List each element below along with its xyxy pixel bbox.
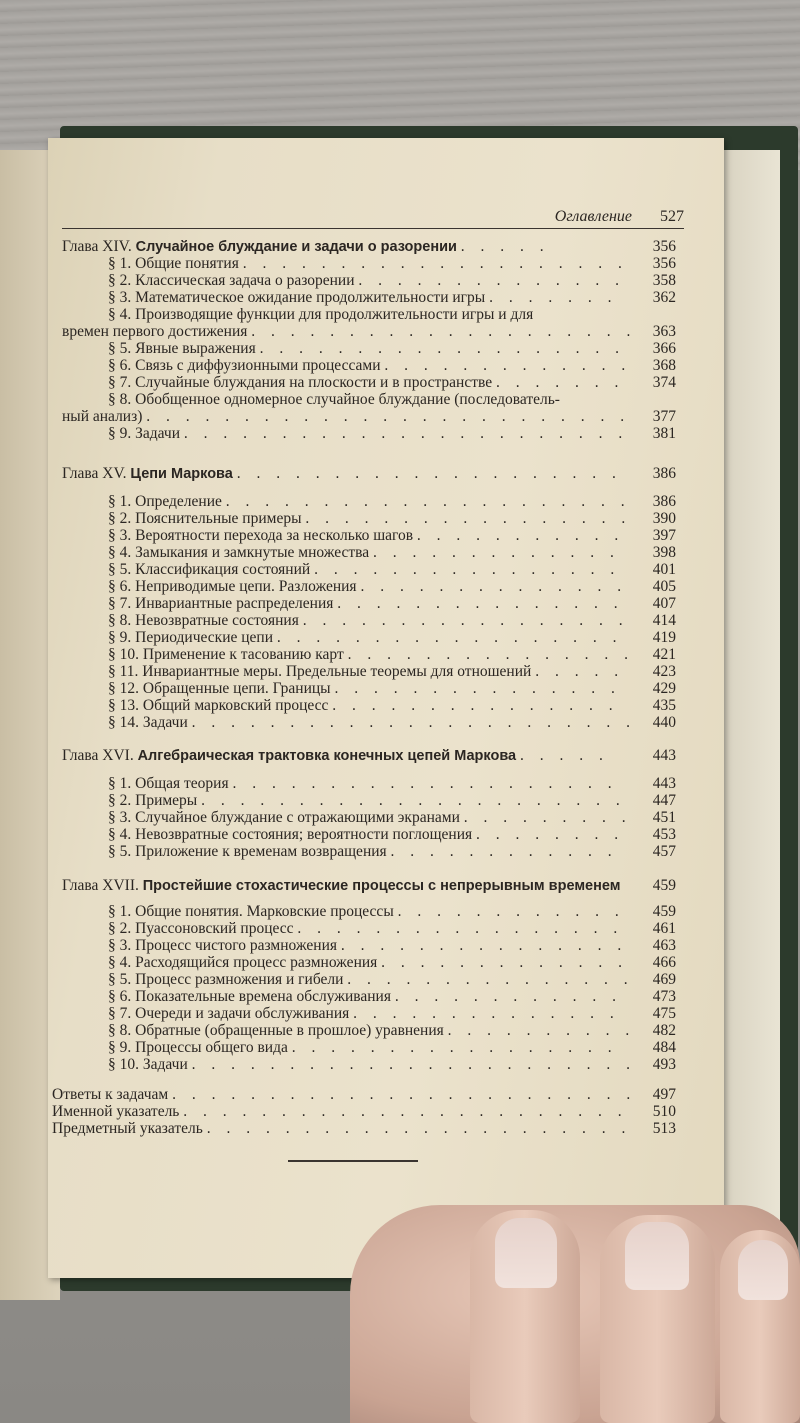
leader-dots: . . . . . . . . . . . . . . . . . . . . . . . . .: [146, 408, 631, 425]
toc-label-text: § 1. Общие понятия. Марковские процессы: [108, 903, 394, 920]
book-endpaper: [720, 150, 780, 1260]
toc-entry: [48, 1005, 724, 1023]
toc-entry-label: [108, 595, 624, 613]
toc-label-text: § 2. Пояснительные примеры: [108, 510, 302, 527]
toc-entry-label: [108, 1005, 620, 1023]
toc-page-number: 513: [652, 1120, 676, 1137]
toc-entry: [48, 826, 724, 844]
toc-label-text: § 8. Невозвратные состояния: [108, 612, 299, 629]
toc-entry-label: [62, 877, 620, 895]
toc-page-number: 366: [652, 340, 676, 357]
toc-entry-label: [108, 826, 624, 844]
leader-dots: . . . . . . . . . . . . . . . . .: [297, 920, 624, 937]
leader-dots: . . . . . . . . . . . . . . . . . . . . . .: [206, 1120, 632, 1137]
toc-entry-label: [62, 323, 636, 341]
toc-page-number: 466: [652, 954, 676, 971]
toc-entry: [48, 1086, 724, 1104]
toc-entry: [48, 578, 724, 596]
toc-chapter: [48, 465, 724, 483]
toc-entry-label: [108, 544, 620, 562]
toc-entry-label: [52, 1086, 636, 1104]
toc-page-number: 443: [652, 747, 676, 764]
toc-entry-label: [108, 937, 627, 955]
toc-entry-label: [108, 697, 619, 715]
leader-dots: . . . . . . . . . . . . . . . . . . . . . . . .: [172, 1086, 637, 1103]
toc-page-number: 356: [652, 238, 676, 255]
toc-label-text: § 6. Показательные времена обслуживания: [108, 988, 391, 1005]
toc-entry-label: [108, 340, 625, 358]
toc-page-number: 414: [652, 612, 676, 629]
toc-page-number: 390: [652, 510, 676, 527]
toc-entry: [48, 920, 724, 938]
leader-dots: . . . . . . . . . . . . . . . . . . . . .: [225, 493, 631, 510]
toc-label-text: § 2. Пуассоновский процесс: [108, 920, 294, 937]
toc-entry-label: [108, 357, 631, 375]
toc-entry: [48, 255, 724, 273]
toc-entry-label: [108, 843, 618, 861]
leader-dots: . . . . . . . . . . . . . .: [360, 578, 628, 595]
leader-dots: . . . . . . . . . . . . . . . . . . . . . . .: [183, 1103, 628, 1120]
leader-dots: . . . . . . . . . . . .: [390, 843, 618, 860]
toc-chapter: [48, 877, 724, 895]
leader-dots: . . . . . . . . . .: [447, 1022, 636, 1039]
toc-label-text: § 6. Неприводимые цепи. Разложения: [108, 578, 357, 595]
toc-entry-label: [52, 1120, 631, 1138]
toc-entry-label: [108, 1039, 618, 1057]
toc-label-text: § 10. Задачи: [108, 1056, 188, 1073]
toc-page-number: 398: [652, 544, 676, 561]
toc-entry: [48, 374, 724, 392]
toc-entry: [48, 527, 724, 545]
toc-label-text: § 2. Примеры: [108, 792, 198, 809]
toc-entry: [48, 1120, 724, 1138]
toc-page-number: 443: [652, 775, 676, 792]
toc-page-number: 482: [652, 1022, 676, 1039]
toc-entry: [48, 323, 724, 341]
leader-dots: . . . . . . . . . . . . . . . . .: [291, 1039, 618, 1056]
toc-entry: [48, 680, 724, 698]
toc-entry-label: [108, 425, 628, 443]
toc-entry: [48, 792, 724, 810]
toc-page-number: 386: [652, 493, 676, 510]
toc-page-number: 469: [652, 971, 676, 988]
toc-entry: [48, 697, 724, 715]
toc-entry-label: [108, 493, 631, 511]
toc-entry: [48, 544, 724, 562]
toc-page-number: 484: [652, 1039, 676, 1056]
header-page-number: 527: [660, 208, 684, 225]
toc-page-number: 461: [652, 920, 676, 937]
toc-entry: [48, 1103, 724, 1121]
toc-entry: [48, 809, 724, 827]
leader-dots: . . . . . . . . . . . .: [394, 988, 622, 1005]
leader-dots: . . . . . . . . . . . . . . . . . . . .: [236, 465, 622, 482]
leader-dots: . . . . . . . . . . . . .: [373, 544, 620, 561]
toc-label-text: § 13. Общий марковский процесс: [108, 697, 329, 714]
toc-page-number: 362: [652, 289, 676, 306]
toc-page-number: 386: [652, 465, 676, 482]
toc-label-text: § 5. Приложение к временам возвращения: [108, 843, 387, 860]
toc-label-text: § 1. Общие понятия: [108, 255, 239, 272]
toc-label-text: § 5. Процесс размножения и гибели: [108, 971, 344, 988]
leader-dots: . . . . . . . . . . . . .: [381, 954, 629, 971]
toc-entry: [48, 1039, 724, 1057]
fingernail: [625, 1222, 689, 1290]
toc-entry-label: [108, 809, 632, 827]
leader-dots: . . . . .: [519, 747, 609, 764]
book-page: [48, 138, 724, 1278]
toc-label-text: Именной указатель: [52, 1103, 180, 1120]
toc-page-number: 429: [652, 680, 676, 697]
toc-label-text: § 4. Расходящийся процесс размножения: [108, 954, 378, 971]
toc-label-text: времен первого достижения: [62, 323, 248, 340]
toc-entry: [48, 937, 724, 955]
chapter-title: Случайное блуждание и задачи о разорении: [135, 239, 457, 255]
toc-label-text: § 3. Случайное блуждание с отражающими экранами: [108, 809, 460, 826]
toc-entry-label: [108, 646, 634, 664]
leader-dots: . . . . . . . . . . . . . . . . .: [302, 612, 629, 629]
toc-entry: [48, 843, 724, 861]
toc-page-number: 374: [652, 374, 676, 391]
toc-entry: [48, 289, 724, 307]
toc-entry-label: [108, 971, 634, 989]
toc-label-text: § 4. Невозвратные состояния; вероятности поглощения: [108, 826, 473, 843]
toc-label-text: § 3. Процесс чистого размножения: [108, 937, 338, 954]
toc-entry-label: [108, 1056, 636, 1074]
toc-entry-label: [108, 255, 628, 273]
toc-entry-label: [108, 775, 618, 793]
leader-dots: . . . . . . . . . . . . . . . . . . . . . . .: [191, 1056, 637, 1073]
toc-entry: [48, 1022, 724, 1040]
fingernail: [738, 1240, 788, 1300]
toc-entry: [48, 561, 724, 579]
toc-entry-label: [108, 680, 621, 698]
toc-entry: [48, 391, 724, 409]
toc-entry-label: [62, 747, 609, 765]
toc-page-number: 475: [652, 1005, 676, 1022]
toc-entry: [48, 425, 724, 443]
toc-label-text: § 3. Математическое ожидание продолжительности игры: [108, 289, 486, 306]
toc-entry: [48, 493, 724, 511]
toc-page-number: 363: [652, 323, 676, 340]
toc-page-number: 423: [652, 663, 676, 680]
leader-dots: . . . . . . . . . . . . . . . . . . . .: [232, 775, 618, 792]
fingernail: [495, 1218, 557, 1288]
toc-page-number: 401: [652, 561, 676, 578]
leader-dots: . . . . . . . .: [476, 826, 625, 843]
leader-dots: . . . . . . . . . . .: [416, 527, 625, 544]
leader-dots: . . . . . . . . . . . . . . .: [347, 971, 634, 988]
table-of-contents: [48, 138, 724, 1278]
toc-page-number: 419: [652, 629, 676, 646]
toc-entry: [48, 408, 724, 426]
toc-entry-label: [108, 663, 624, 681]
toc-label-text: § 11. Инвариантные меры. Предельные теоремы для отношений: [108, 663, 532, 680]
toc-entry-label: [108, 510, 631, 528]
leader-dots: . . . . . . .: [489, 289, 618, 306]
toc-entry: [48, 629, 724, 647]
chapter-title: Цепи Маркова: [130, 466, 233, 482]
leader-dots: . . . . . . . . . . . . . . . . . .: [276, 629, 623, 646]
toc-label-text: § 8. Обобщенное одномерное случайное блуждание (последователь-: [108, 391, 560, 408]
toc-label-text: § 9. Процессы общего вида: [108, 1039, 288, 1056]
toc-label-text: § 1. Общая теория: [108, 775, 229, 792]
toc-label-text: Глава XIV.: [62, 238, 132, 255]
toc-label-text: § 4. Производящие функции для продолжительности игры и для: [108, 306, 534, 323]
toc-page-number: 435: [652, 697, 676, 714]
toc-label-text: § 5. Явные выражения: [108, 340, 256, 357]
toc-label-text: § 8. Обратные (обращенные в прошлое) уравнения: [108, 1022, 444, 1039]
leader-dots: . . . . . . . . . . . . . . . . . . . . . .: [201, 792, 626, 809]
leader-dots: . . . . . . . . . . . . . . .: [347, 646, 634, 663]
toc-entry-label: [108, 374, 624, 392]
toc-entry: [48, 663, 724, 681]
leader-dots: . . . . . . . . . . . . .: [384, 357, 632, 374]
toc-entry-label: [108, 714, 636, 732]
toc-page-number: 397: [652, 527, 676, 544]
chapter-title: Простейшие стохастические процессы с непрерывным временем: [142, 878, 621, 894]
toc-entry: [48, 272, 724, 290]
toc-page-number: 463: [652, 937, 676, 954]
toc-entry-label: [108, 561, 620, 579]
toc-entry: [48, 595, 724, 613]
toc-page-number: 368: [652, 357, 676, 374]
toc-page-number: 405: [652, 578, 676, 595]
toc-entry-label: [108, 1022, 635, 1040]
toc-entry: [48, 775, 724, 793]
toc-chapter: [48, 238, 724, 256]
toc-entry-label: [108, 612, 629, 630]
leader-dots: . . . . . . . . . . . . . . . . . . . . . . .: [191, 714, 637, 731]
toc-label-text: § 3. Вероятности перехода за несколько шагов: [108, 527, 414, 544]
toc-page-number: 421: [652, 646, 676, 663]
toc-entry-label: [62, 238, 550, 256]
toc-page-number: 497: [652, 1086, 676, 1103]
toc-page-number: 377: [652, 408, 676, 425]
leader-dots: . . . . . . . . . . . . . . . . .: [305, 510, 632, 527]
toc-entry-label: [108, 920, 623, 938]
toc-label-text: § 7. Случайные блуждания на плоскости и в пространстве: [108, 374, 493, 391]
toc-label-text: Глава XV.: [62, 465, 127, 482]
toc-label-text: § 10. Применение к тасованию карт: [108, 646, 344, 663]
toc-page-number: 457: [652, 843, 676, 860]
toc-entry: [48, 306, 724, 324]
toc-page-number: 407: [652, 595, 676, 612]
toc-entry-label: [108, 289, 617, 307]
toc-entry-label: [108, 527, 624, 545]
leader-dots: . . . . . . . . . . . . . . .: [334, 680, 621, 697]
toc-label-text: § 14. Задачи: [108, 714, 188, 731]
toc-page-number: 381: [652, 425, 676, 442]
toc-entry-label: [62, 465, 622, 483]
toc-page-number: 356: [652, 255, 676, 272]
toc-chapter: [48, 747, 724, 765]
toc-page-number: 473: [652, 988, 676, 1005]
toc-entry-label: [108, 272, 625, 290]
leader-dots: . . . . . . . . . . . . . . .: [337, 595, 624, 612]
toc-page-number: 453: [652, 826, 676, 843]
toc-entry: [48, 646, 724, 664]
toc-page-number: 510: [652, 1103, 676, 1120]
toc-entry: [48, 714, 724, 732]
toc-label-text: § 4. Замыкания и замкнутые множества: [108, 544, 370, 561]
leader-dots: . . . . . . . . . . . . . . . . . . .: [259, 340, 625, 357]
toc-entry-label: [108, 903, 625, 921]
toc-label-text: § 5. Классификация состояний: [108, 561, 311, 578]
toc-page-number: 440: [652, 714, 676, 731]
leader-dots: . . . . . . . . . . . . . . .: [332, 697, 619, 714]
toc-page-number: 459: [652, 903, 676, 920]
toc-entry-label: [108, 306, 533, 324]
toc-entry: [48, 612, 724, 630]
toc-entry: [48, 954, 724, 972]
leader-dots: . . . . . . . . . . . . . . . .: [314, 561, 621, 578]
toc-label-text: Глава XVI.: [62, 747, 134, 764]
toc-label-text: Предметный указатель: [52, 1120, 203, 1137]
toc-entry-label: [108, 954, 628, 972]
toc-label-text: § 12. Обращенные цепи. Границы: [108, 680, 331, 697]
leader-dots: . . . . . . .: [495, 374, 625, 391]
leader-dots: . . . . .: [535, 663, 625, 680]
chapter-title: Алгебраическая трактовка конечных цепей Маркова: [137, 748, 517, 764]
toc-entry: [48, 1056, 724, 1074]
toc-page-number: 447: [652, 792, 676, 809]
toc-entry: [48, 340, 724, 358]
toc-label-text: ный анализ): [62, 408, 143, 425]
toc-entry: [48, 971, 724, 989]
leader-dots: . . . . . . . . . . . . . .: [358, 272, 626, 289]
leader-dots: . . . . . . . . . . . .: [397, 903, 625, 920]
leader-dots: . . . . . . . . . . . . . . .: [340, 937, 628, 954]
toc-entry-label: [108, 792, 626, 810]
toc-label-text: § 9. Задачи: [108, 425, 181, 442]
toc-label-text: § 7. Инвариантные распределения: [108, 595, 334, 612]
toc-page-number: 451: [652, 809, 676, 826]
header-section: Оглавление: [554, 208, 632, 225]
leader-dots: . . . . . . . . . . . . . .: [353, 1005, 620, 1022]
leader-dots: . . . . . . . . . . . . . . . . . . . . . . .: [183, 425, 629, 442]
toc-entry: [48, 903, 724, 921]
toc-entry: [48, 988, 724, 1006]
toc-entry-label: [108, 629, 623, 647]
toc-label-text: § 6. Связь с диффузионными процессами: [108, 357, 381, 374]
toc-entry-label: [108, 988, 622, 1006]
leader-dots: . . . . . . . . .: [463, 809, 632, 826]
end-rule: [288, 1160, 418, 1162]
toc-entry: [48, 510, 724, 528]
leader-dots: . . . . .: [460, 238, 550, 255]
toc-label-text: § 1. Определение: [108, 493, 222, 510]
toc-label-text: Ответы к задачам: [52, 1086, 169, 1103]
toc-page-number: 493: [652, 1056, 676, 1073]
toc-label-text: § 7. Очереди и задачи обслуживания: [108, 1005, 350, 1022]
toc-entry: [48, 357, 724, 375]
leader-dots: . . . . . . . . . . . . . . . . . . . .: [251, 323, 637, 340]
toc-entry-label: [108, 391, 560, 409]
toc-entry-label: [52, 1103, 628, 1121]
toc-entry-label: [62, 408, 630, 426]
toc-label-text: § 2. Классическая задача о разорении: [108, 272, 355, 289]
toc-label-text: Глава XVII.: [62, 877, 139, 894]
toc-page-number: 459: [652, 877, 676, 894]
toc-label-text: § 9. Периодические цепи: [108, 629, 274, 646]
leader-dots: . . . . . . . . . . . . . . . . . . . .: [242, 255, 628, 272]
toc-entry-label: [108, 578, 627, 596]
toc-page-number: 358: [652, 272, 676, 289]
